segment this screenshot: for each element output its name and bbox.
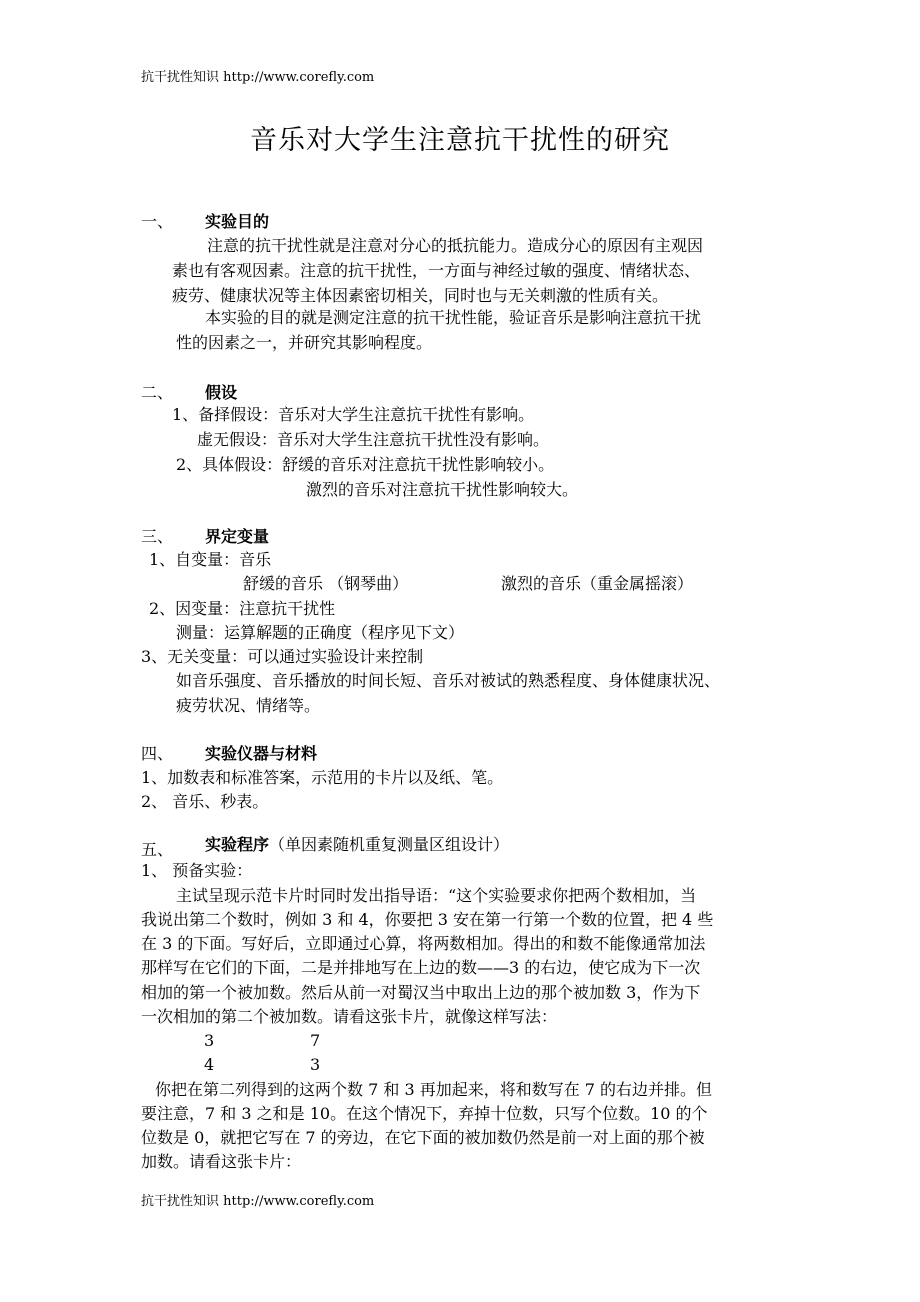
page-title: 音乐对大学生注意抗干扰性的研究 bbox=[250, 125, 670, 156]
section-5-heading bbox=[205, 833, 509, 857]
s3-line-6: 如音乐强度、音乐播放的时间长短、音乐对被试的熟悉程度、身体健康状况、 bbox=[176, 671, 721, 690]
card-row-1-col-2: 7 bbox=[310, 1031, 321, 1050]
s2-line-1: 1、备择假设：音乐对大学生注意抗干扰性有影响。 bbox=[172, 405, 535, 424]
s3-line-1: 1、自变量：音乐 bbox=[149, 550, 272, 569]
s3-line-5: 3、无关变量：可以通过实验设计来控制 bbox=[141, 647, 424, 666]
section-2-title: 假设 bbox=[205, 383, 238, 402]
s5-p1-line-5: 相加的第一个被加数。然后从前一对蜀汉当中取出上边的那个被加数 3，作为下 bbox=[141, 983, 701, 1002]
section-3-title: 界定变量 bbox=[205, 527, 270, 546]
s1-line-1: 注意的抗干扰性就是注意对分心的抵抗能力。造成分心的原因有主观因 bbox=[207, 236, 704, 255]
s5-p1-line-1: 主试呈现示范卡片时同时发出指导语：“这个实验要求你把两个数相加，当 bbox=[176, 886, 697, 905]
section-5-subtitle: （单因素随机重复测量区组设计） bbox=[269, 835, 510, 854]
s2-line-3: 2、具体假设：舒缓的音乐对注意抗干扰性影响较小。 bbox=[176, 455, 555, 474]
s3-line-3: 2、因变量：注意抗干扰性 bbox=[149, 599, 336, 618]
section-2-number: 二、 bbox=[141, 383, 174, 402]
s5-p1-line-2: 我说出第二个数时，例如 3 和 4，你要把 3 安在第一行第一个数的位置，把 4 些 bbox=[141, 910, 714, 929]
card-row-2-col-2: 3 bbox=[310, 1055, 321, 1074]
s1-line-3: 疲劳、健康状况等主体因素密切相关，同时也与无关刺激的性质有关。 bbox=[172, 286, 669, 305]
page-footer: 抗干扰性知识 http://www.corefly.com bbox=[141, 1194, 375, 1209]
s5-p1-line-3: 在 3 的下面。写好后，立即通过心算，将两数相加。得出的和数不能像通常加法 bbox=[141, 934, 706, 953]
s4-line-1: 1、加数表和标准答案，示范用的卡片以及纸、笔。 bbox=[141, 768, 504, 787]
section-1-number: 一、 bbox=[141, 212, 174, 231]
card-row-1-col-1: 3 bbox=[204, 1031, 215, 1050]
section-5-title: 实验程序 bbox=[205, 835, 270, 854]
s5-p2-line-2: 要注意，7 和 3 之和是 10。在这个情况下，弃掉十位数，只写个位数。10 的个 bbox=[141, 1104, 708, 1123]
s3-line-2a: 舒缓的音乐 （钢琴曲） bbox=[243, 574, 409, 593]
card-row-2-col-1: 4 bbox=[204, 1055, 215, 1074]
s2-line-2: 虚无假设：音乐对大学生注意抗干扰性没有影响。 bbox=[197, 430, 550, 449]
section-3-number: 三、 bbox=[141, 527, 174, 546]
s3-line-7: 疲劳状况、情绪等。 bbox=[176, 696, 321, 715]
s3-line-4: 测量：运算解题的正确度（程序见下文） bbox=[176, 623, 465, 642]
s1-line-2: 素也有客观因素。注意的抗干扰性，一方面与神经过敏的强度、情绪状态、 bbox=[172, 261, 701, 280]
s5-p1-line-4: 那样写在它们的下面，二是并排地写在上边的数——3 的右边，使它成为下一次 bbox=[141, 958, 701, 977]
s1-line-4: 本实验的目的就是测定注意的抗干扰性能，验证音乐是影响注意抗干扰 bbox=[205, 308, 702, 327]
s5-p2-line-1: 你把在第二列得到的这两个数 7 和 3 再加起来，将和数写在 7 的右边并排。但 bbox=[155, 1080, 713, 1099]
section-5-number: 五、 bbox=[141, 840, 174, 859]
section-4-number: 四、 bbox=[141, 744, 174, 763]
s3-line-2b: 激烈的音乐（重金属摇滚） bbox=[501, 574, 694, 593]
section-4-title: 实验仪器与材料 bbox=[205, 744, 318, 763]
s1-line-5: 性的因素之一，并研究其影响程度。 bbox=[176, 333, 433, 352]
s5-p1-line-6: 一次相加的第二个被加数。请看这张卡片，就像这样写法： bbox=[141, 1007, 558, 1026]
s5-p2-line-3: 位数是 0，就把它写在 7 的旁边，在它下面的被加数仍然是前一对上面的那个被 bbox=[141, 1128, 705, 1147]
s2-line-4: 激烈的音乐对注意抗干扰性影响较大。 bbox=[306, 480, 579, 499]
s5-line-1: 1、 预备实验： bbox=[141, 861, 253, 880]
page-header: 抗干扰性知识 http://www.corefly.com bbox=[141, 70, 375, 85]
s5-p2-line-4: 加数。请看这张卡片： bbox=[141, 1152, 302, 1171]
s4-line-2: 2、 音乐、秒表。 bbox=[141, 792, 269, 811]
section-1-title: 实验目的 bbox=[205, 212, 270, 231]
